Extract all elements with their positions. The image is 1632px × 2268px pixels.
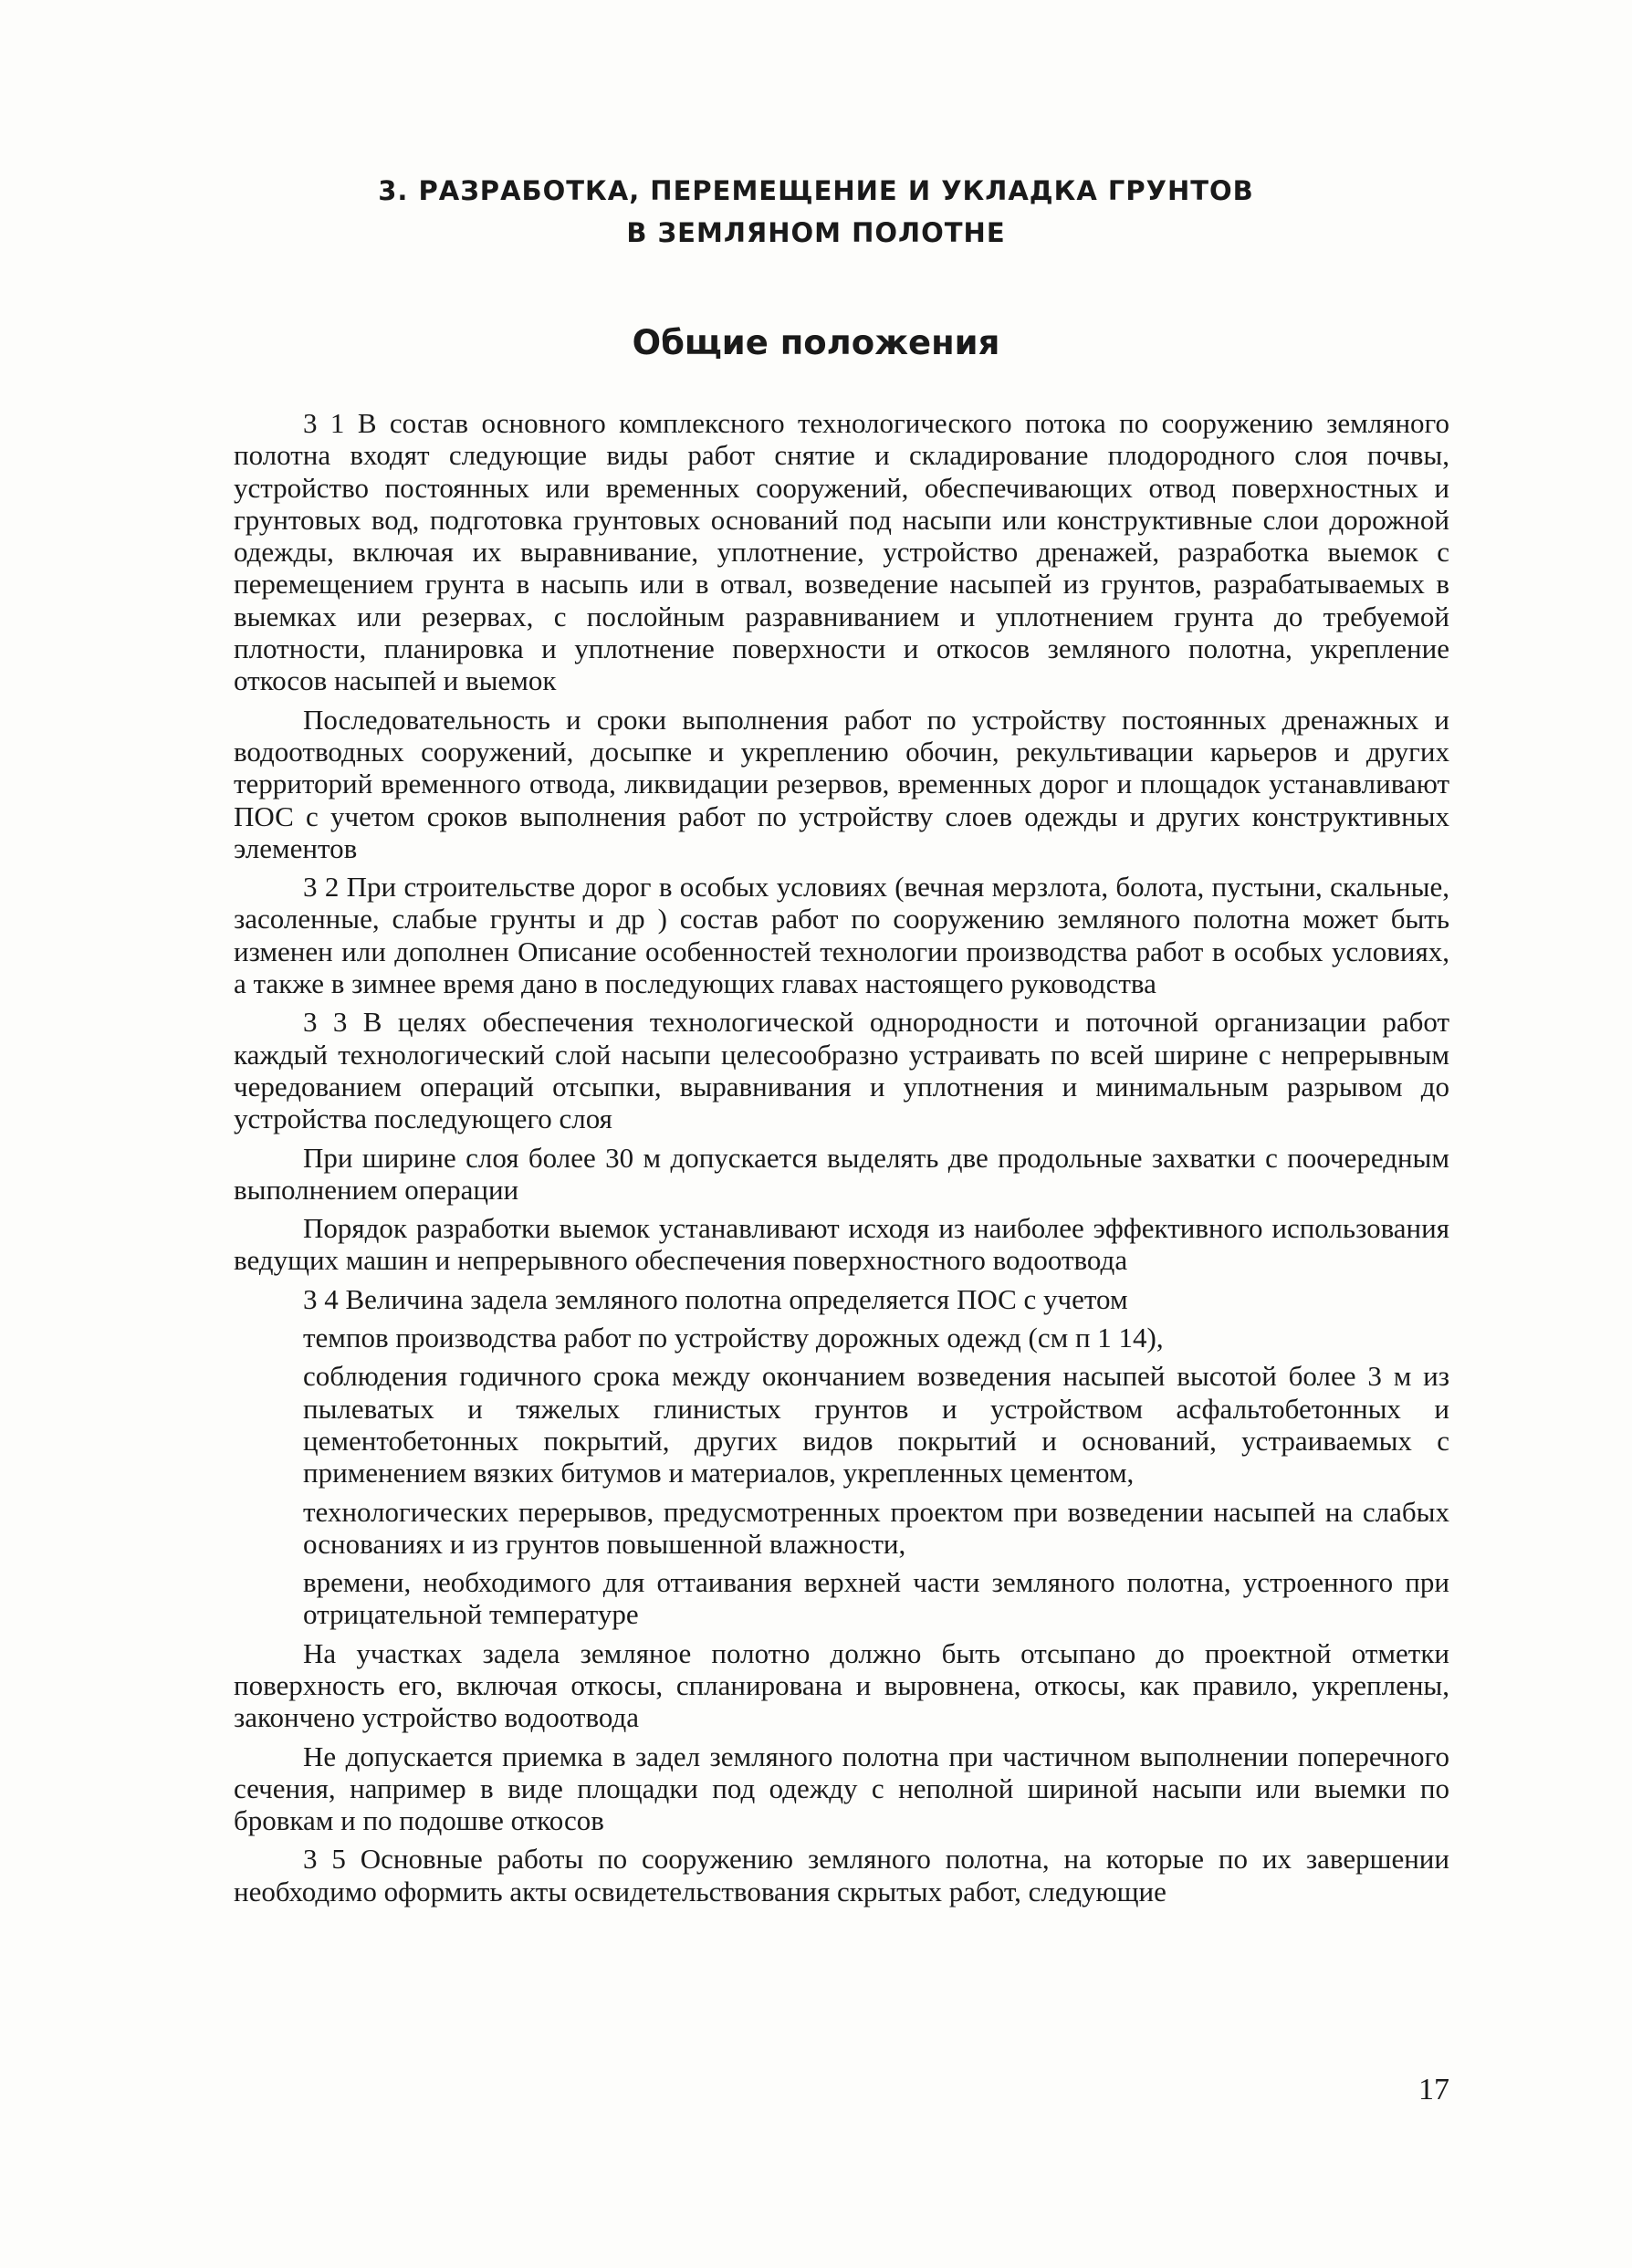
chapter-title	[0, 170, 1632, 254]
paragraph-3-4: 3 4 Величина задела земляного полотна определяется ПОС с учетом	[303, 1282, 1128, 1315]
paragraph-excavation-order: Порядок разработки выемок устанавливают исходя из наиболее эффективного использования ведущих машин и непрерывного обеспечения поверхностного водоотвода	[234, 1212, 1449, 1277]
body-text	[234, 407, 1449, 1914]
list-item-pace: темпов производства работ по устройству дорожных одежд (см п 1 14),	[303, 1322, 1164, 1354]
paragraph-3-3: 3 3 В целях обеспечения технологической однородности и поточной организации работ каждый технологический слой насыпи целесообразно устраивать по всей ширине с непрерывным чередованием операций отсыпки, выравнивания и уплотнения и минимальным разрывом до устройства последующего слоя	[234, 1006, 1449, 1135]
paragraph-3-2: 3 2 При строительстве дорог в особых условиях (вечная мерзлота, болота, пустыни, скальные, засоленные, слабые грунты и др ) состав работ по сооружению земляного полотна может быть изменен или дополнен Описание особенностей технологии производства работ в особых условиях, а также в зимнее время дано в последующих главах настоящего руководства	[234, 871, 1449, 1000]
list-item-annual-term: соблюдения годичного срока между окончанием возведения насыпей высотой более 3 м из пылеватых и тяжелых глинистых грунтов и устройством асфальтобетонных и цементобетонных покрытий, других видов покрытий и оснований, устраиваемых с применением вязких битумов и материалов, укрепленных цементом,	[303, 1360, 1449, 1489]
list-item-thawing: времени, необходимого для оттаивания верхней части земляного полотна, устроенного при отрицательной температуре	[303, 1566, 1449, 1631]
paragraph-3-1: 3 1 В состав основного комплексного технологического потока по сооружению земляного полотна входят следующие виды работ снятие и складирование плодородного слоя почвы, устройство постоянных или временных сооружений, обеспечивающих отвод поверхностных и грунтовых вод, подготовка грунтовых оснований под насыпи или конструктивные слои дорожной одежды, включая их выравнивание, уплотнение, устройство дренажей, разработка выемок с перемещением грунта в насыпь или в отвал, возведение насыпей из грунтов, разрабатываемых в выемках или резервах, с послойным разравниванием и уплотнением грунта до требуемой плотности, планировка и уплотнение поверхности и откосов земляного полотна, укрепление откосов насыпей и выемок	[234, 407, 1449, 697]
page-number: 17	[1418, 2073, 1449, 2106]
section-title: Общие положения	[632, 323, 1000, 362]
list-item-tech-breaks: технологических перерывов, предусмотренных проектом при возведении насыпей на слабых основаниях и из грунтов повышенной влажности,	[303, 1495, 1449, 1560]
paragraph-acceptance: Не допускается приемка в задел земляного полотна при частичном выполнении поперечного сечения, например в виде площадки под одежду с неполной шириной насыпи или выемки по бровкам и по подошве откосов	[234, 1740, 1449, 1837]
paragraph-reserve-sections: На участках задела земляное полотно должно быть отсыпано до проектной отметки поверхность его, включая откосы, спланирована и выровнена, откосы, как правило, укреплены, закончено устройство водоотвода	[234, 1636, 1449, 1734]
paragraph-sequence: Последовательность и сроки выполнения работ по устройству постоянных дренажных и водоотводных сооружений, досыпке и укреплению обочин, рекультивации карьеров и других территорий временного отвода, ликвидации резервов, временных дорог и площадок устанавливают ПОС с учетом сроков выполнения работ по устройству слоев одежды и других конструктивных элементов	[234, 703, 1449, 864]
paragraph-layer-width: При ширине слоя более 30 м допускается выделять две продольные захватки с поочередным выполнением операции	[234, 1141, 1449, 1206]
paragraph-3-5: 3 5 Основные работы по сооружению земляного полотна, на которые по их завершении необходимо оформить акты освидетельствования скрытых работ, следующие	[234, 1843, 1449, 1907]
chapter-title-line-2: В ЗЕМЛЯНОМ ПОЛОТНЕ	[626, 217, 1006, 248]
chapter-title-line-1: 3. РАЗРАБОТКА, ПЕРЕМЕЩЕНИЕ И УКЛАДКА ГРУНТОВ	[378, 175, 1254, 206]
